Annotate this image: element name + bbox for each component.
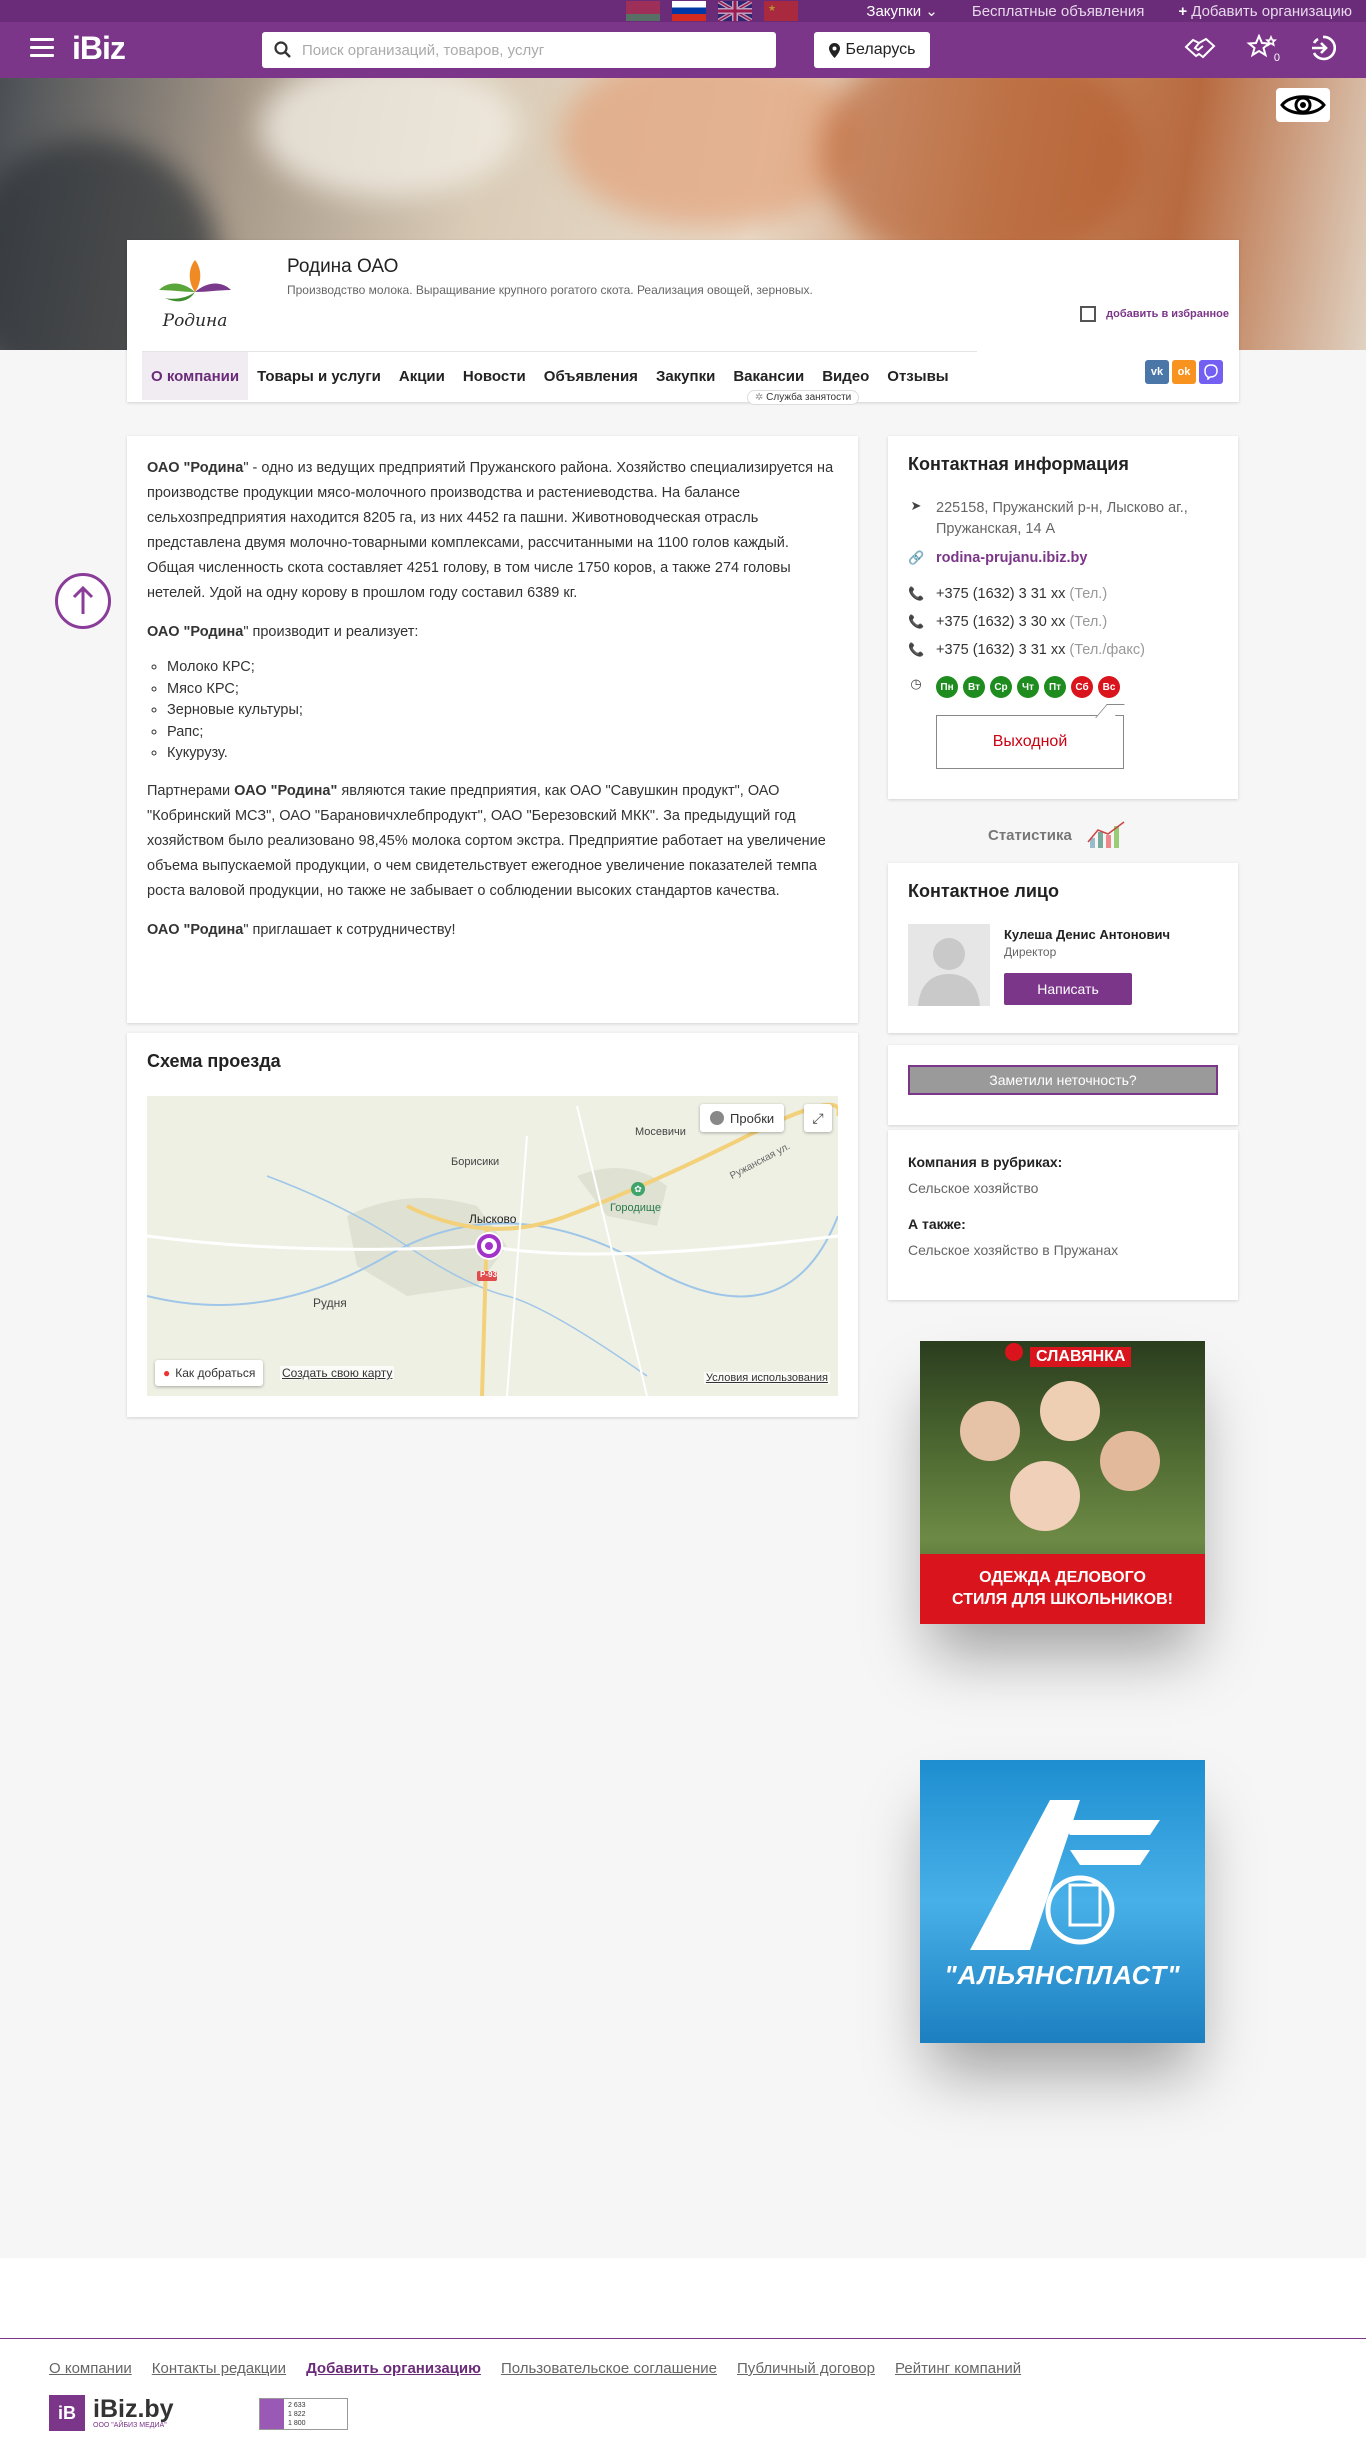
phone-type: (Тел.) — [1069, 586, 1108, 602]
person-role: Директор — [1004, 945, 1057, 959]
traffic-label: Пробки — [730, 1110, 775, 1126]
statistics-label: Статистика — [988, 826, 1072, 844]
odnoklassniki-icon[interactable]: ok — [1172, 360, 1196, 384]
about-paragraph-1 — [147, 456, 838, 606]
ad-banner-slavyanka[interactable] — [920, 1341, 1205, 1624]
phone-row — [908, 586, 1107, 602]
map-panel — [127, 1033, 858, 1417]
vk-icon[interactable]: vk — [1145, 360, 1169, 384]
favorite-checkbox[interactable] — [1080, 306, 1096, 322]
plus-icon: + — [1178, 2, 1188, 20]
tab-ads[interactable]: Объявления — [543, 367, 638, 385]
header — [0, 22, 1366, 78]
map-label: Лысково — [469, 1212, 517, 1226]
list-item: ◦ Молоко КРС; — [167, 657, 838, 679]
add-favorite-toggle[interactable] — [1080, 306, 1229, 322]
add-org-label: Добавить организацию — [1191, 2, 1352, 20]
about-p2-name: Родина — [190, 624, 244, 640]
company-logo-text: Родина — [162, 311, 228, 331]
day-sat[interactable]: Сб — [1071, 676, 1093, 698]
park-icon: ✿ — [631, 1182, 645, 1196]
about-p3-text: являются такие предприятия, как ОАО "Савушкин продукт", ОАО "Кобринский МСЗ", ОАО "Барановичхлебпродукт", ОАО "Березовский МКК". За предыдущий год хозяйством было реализовано 98,45% молока сортом экстра. Предприятие работает на увеличение объема выпускаемой продукции, о чем свидетельствует ежегодное увеличение показателей темпа роста валовой продукции, но также не забывает о соблюдении высоких стандартов качества. — [147, 782, 826, 899]
phone-icon: 📞 — [908, 614, 925, 629]
footer-logo-text: iBiz.by — [93, 2395, 174, 2423]
weekdays — [936, 676, 1120, 698]
about-p2-text: " производит и реализует: — [243, 624, 419, 640]
about-p4-name: Родина — [190, 921, 244, 938]
location-arrow-icon: ➤ — [910, 498, 922, 513]
map-label: Ружанская ул. — [728, 1141, 793, 1182]
phone-icon: 📞 — [908, 642, 925, 657]
free-ads-link[interactable]: Бесплатные объявления — [971, 2, 1145, 20]
phone-number[interactable]: +375 (1632) 3 30 xx — [936, 614, 1066, 630]
footer-logo[interactable] — [49, 2395, 174, 2431]
website-link[interactable]: rodina-prujanu.ibiz.by — [936, 550, 1088, 566]
arrow-up-icon — [72, 586, 94, 616]
tab-products[interactable]: Товары и услуги — [257, 367, 381, 385]
ad-banner-alliansplast[interactable] — [920, 1760, 1205, 2043]
purchases-label: Закупки — [866, 3, 922, 20]
terms-link[interactable]: Условия использования — [705, 1372, 828, 1384]
footer-link-agreement[interactable]: Пользовательское соглашение — [500, 2360, 717, 2377]
address-text: 225158, Пружанский р-н, Лысково аг., Пружанская, 14 А — [936, 500, 1188, 537]
ad1-text: ОДЕЖДА ДЕЛОВОГО СТИЛЯ ДЛЯ ШКОЛЬНИКОВ! — [920, 1554, 1205, 1624]
social-share — [1145, 360, 1223, 384]
company-card — [127, 240, 1239, 402]
favorites-count: 0 — [1273, 52, 1280, 64]
footer-links — [49, 2360, 1021, 2377]
favorite-label: добавить в избранное — [1106, 308, 1229, 320]
add-org-link[interactable] — [1178, 3, 1352, 20]
footer-divider — [0, 2338, 1366, 2339]
purchases-dropdown[interactable] — [866, 2, 937, 20]
phone-icon: 📞 — [908, 586, 925, 601]
fullscreen-icon[interactable]: ⤢ — [804, 1104, 832, 1132]
viber-icon[interactable] — [1199, 360, 1223, 384]
tab-vacancies[interactable]: Вакансии — [733, 367, 805, 385]
location-pin-icon — [829, 43, 840, 58]
map-label: Мосевичи — [635, 1126, 686, 1138]
link-icon: 🔗 — [908, 550, 925, 565]
flag-ru-icon[interactable] — [672, 1, 706, 21]
contact-panel — [888, 436, 1238, 799]
counter-value: 1 822 — [288, 2411, 306, 2418]
phone-number[interactable]: +375 (1632) 3 31 xx — [936, 586, 1066, 602]
report-error-panel — [888, 1045, 1238, 1125]
favorites-icon[interactable] — [1246, 34, 1280, 62]
counter-logo-icon — [260, 2399, 284, 2429]
rubrics-panel — [888, 1130, 1238, 1300]
contact-title: Контактная информация — [908, 454, 1129, 474]
route-button[interactable] — [155, 1360, 263, 1386]
bar-chart-icon — [1086, 820, 1130, 850]
flag-cn-icon[interactable]: ★ — [764, 1, 798, 21]
footer-logo-sub: ООО "АЙБИЗ МЕДИА" — [93, 2422, 167, 2429]
footer-link-about[interactable]: О компании — [49, 2360, 132, 2377]
counter-value: 2 633 — [288, 2402, 306, 2409]
ad2-brand: "АЛЬЯНСПЛАСТ" — [944, 1960, 1181, 1990]
about-p4-text: " приглашает к сотрудничеству! — [243, 921, 456, 938]
about-p1-text: " - одно из ведущих предприятий Пружанского района. Хозяйство специализируется на производстве продукции мясо-молочного производства и растениеводства. На балансе сельхозпредприятия находится 8205 га, из них 4452 га пашни. Животноводческая отрасль представлена двумя молочно-товарными комплексами, рассчитанными на 1100 голов каждый. Общая численность скота составляет 4251 голову, в том числе 1750 коров, а также 274 головы нетелей. Удой на одну корову в прошлом году составил 6389 кг. — [147, 460, 834, 601]
phone-type: (Тел./факс) — [1069, 642, 1145, 658]
about-paragraph-4 — [147, 918, 838, 943]
site-logo[interactable]: iBiz — [72, 30, 125, 66]
footer-link-add-org[interactable]: Добавить организацию — [306, 2360, 481, 2377]
map-label: Борисики — [451, 1156, 500, 1168]
person-name: Кулеша Денис Антонович — [1004, 927, 1171, 942]
menu-icon[interactable] — [30, 38, 54, 60]
about-p4-prefix: ОАО " — [147, 921, 191, 938]
day-tue[interactable]: Вт — [963, 676, 985, 698]
day-sun[interactable]: Вс — [1098, 676, 1120, 698]
report-error-button[interactable]: Заметили неточность? — [908, 1065, 1218, 1095]
tab-reviews[interactable]: Отзывы — [887, 367, 949, 385]
also-heading: А также: — [908, 1216, 966, 1232]
about-p3-a: Партнерами — [147, 782, 235, 799]
list-item: ◦ Кукурузу. — [167, 743, 838, 765]
company-description: Производство молока. Выращивание крупного рогатого скота. Реализация овощей, зерновых. — [287, 283, 813, 297]
language-flags — [626, 1, 798, 21]
visit-counter[interactable] — [259, 2398, 348, 2430]
rubrics-heading: Компания в рубриках: — [908, 1154, 1063, 1170]
about-p3-name: ОАО "Родина" — [234, 782, 338, 799]
schedule-row — [908, 676, 1120, 698]
tab-purchases[interactable]: Закупки — [655, 367, 716, 385]
list-item: ◦ Рапс; — [167, 722, 838, 744]
day-fri[interactable]: Пт — [1044, 676, 1066, 698]
traffic-light-icon — [710, 1111, 724, 1125]
accessibility-eye-icon[interactable] — [1276, 88, 1330, 122]
footer-link-contacts[interactable]: Контакты редакции — [151, 2360, 287, 2377]
list-item: ◦ Мясо КРС; — [167, 679, 838, 701]
rubric-link[interactable]: Сельское хозяйство в Пружанах — [908, 1242, 1119, 1258]
day-mon[interactable]: Пн — [936, 676, 958, 698]
clock-icon: ◷ — [910, 676, 922, 691]
search-input[interactable] — [302, 42, 742, 59]
statistics-link[interactable] — [988, 820, 1130, 850]
tab-about[interactable]: О компании — [142, 352, 248, 400]
phone-type: (Тел.) — [1069, 614, 1108, 630]
tab-news[interactable]: Новости — [462, 367, 526, 385]
footer-link-contract[interactable]: Публичный договор — [737, 2360, 875, 2377]
handshake-icon[interactable] — [1184, 35, 1216, 61]
tab-promotions[interactable]: Акции — [398, 367, 445, 385]
map-marker-icon[interactable] — [477, 1234, 501, 1258]
list-item: ◦ Зерновые культуры; — [167, 700, 838, 722]
about-panel — [127, 436, 858, 1023]
write-button[interactable]: Написать — [1004, 973, 1132, 1005]
chevron-down-icon: ⌄ — [925, 3, 938, 20]
region-selector[interactable] — [814, 32, 930, 68]
avatar — [908, 924, 990, 1006]
products-list — [167, 657, 838, 765]
create-map-link[interactable]: Создать свою карту — [282, 1366, 393, 1380]
tab-video[interactable]: Видео — [822, 367, 870, 385]
map-label: Городище — [610, 1202, 661, 1214]
flag-by-icon[interactable] — [626, 1, 660, 21]
road-label: Р-93 — [480, 1270, 497, 1279]
top-strip — [0, 0, 1366, 22]
footer-link-rating[interactable]: Рейтинг компаний — [895, 2360, 1022, 2377]
map-widget[interactable] — [147, 1096, 838, 1396]
phone-row — [908, 642, 1145, 658]
company-logo — [145, 252, 245, 340]
day-off-tooltip — [936, 715, 1124, 769]
route-pin-icon: ● — [163, 1366, 171, 1380]
employment-tag-label: Служба занятости — [766, 392, 852, 403]
phone-number[interactable]: +375 (1632) 3 31 xx — [936, 642, 1066, 658]
search-icon — [274, 41, 292, 59]
search-box — [262, 32, 776, 68]
gear-icon: ✲ — [755, 392, 764, 403]
ib-logo-icon: iB — [49, 2395, 85, 2431]
map-label: Рудня — [313, 1296, 347, 1310]
flag-en-icon[interactable] — [718, 1, 752, 21]
about-p1-name: Родина — [190, 460, 244, 476]
ad1-brand: СЛАВЯНКА — [1030, 1347, 1131, 1367]
route-label: Как добраться — [175, 1366, 256, 1380]
footer — [0, 2258, 1366, 2461]
about-p2-prefix: ОАО " — [147, 624, 191, 640]
scroll-up-button[interactable] — [55, 573, 111, 629]
region-label: Беларусь — [845, 41, 916, 58]
day-off-label: Выходной — [992, 733, 1068, 750]
map-title: Схема проезда — [147, 1051, 281, 1071]
address-row — [908, 498, 1216, 540]
login-icon[interactable] — [1310, 35, 1336, 61]
about-paragraph-2 — [147, 620, 838, 645]
employment-service-tag[interactable] — [747, 390, 859, 405]
counter-value: 1 800 — [288, 2420, 306, 2427]
rubric-link[interactable]: Сельское хозяйство — [908, 1180, 1039, 1196]
contact-person-title: Контактное лицо — [908, 881, 1059, 901]
company-name: Родина ОАО — [287, 256, 399, 277]
phone-row — [908, 614, 1107, 630]
day-wed[interactable]: Ср — [990, 676, 1012, 698]
day-thu[interactable]: Чт — [1017, 676, 1039, 698]
about-paragraph-3 — [147, 779, 838, 904]
traffic-button[interactable] — [700, 1104, 784, 1132]
website-row — [908, 550, 1087, 566]
about-p1-prefix: ОАО " — [147, 460, 191, 476]
contact-person-panel — [888, 863, 1238, 1033]
